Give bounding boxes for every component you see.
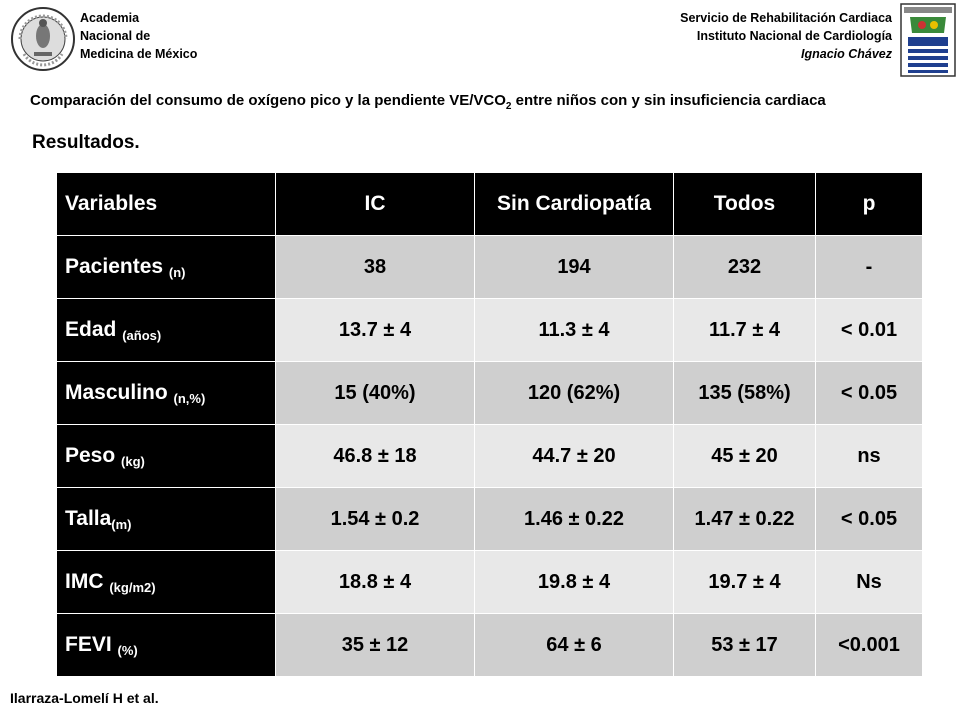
cell-p: < 0.05: [816, 488, 923, 551]
cell-p: < 0.01: [816, 299, 923, 362]
cell-ic: 35 ± 12: [276, 614, 475, 677]
variable-name: Edad: [65, 318, 117, 341]
author-citation: Ilarraza-Lomelí H et al.: [10, 690, 159, 706]
academia-line-1: Academia: [80, 11, 140, 25]
cell-sin-cardiopatia: 64 ± 6: [475, 614, 674, 677]
table-row: [57, 488, 923, 551]
academia-seal-logo: [10, 6, 76, 72]
instituto-cardiologia-logo: [900, 3, 956, 77]
variable-name: Talla: [65, 507, 112, 530]
table-row: [57, 236, 923, 299]
cell-sin-cardiopatia: 19.8 ± 4: [475, 551, 674, 614]
row-label: [57, 425, 276, 488]
variable-name: Peso: [65, 444, 116, 467]
variable-name: IMC: [65, 570, 104, 593]
variable-name: FEVI: [65, 633, 112, 656]
variable-unit: (n,%): [173, 391, 206, 406]
header-sin-cardiopatia: Sin Cardiopatía: [475, 173, 674, 236]
table-row: [57, 614, 923, 677]
row-label: [57, 614, 276, 677]
cell-p: Ns: [816, 551, 923, 614]
row-label: [57, 236, 276, 299]
header-variables: Variables: [57, 173, 276, 236]
variable-unit: (años): [122, 328, 162, 343]
cell-p: -: [816, 236, 923, 299]
section-title: Resultados.: [32, 132, 140, 153]
cell-sin-cardiopatia: 44.7 ± 20: [475, 425, 674, 488]
cell-ic: 18.8 ± 4: [276, 551, 475, 614]
header-todos: Todos: [674, 173, 816, 236]
cell-ic: 13.7 ± 4: [276, 299, 475, 362]
variable-unit: (%): [117, 643, 138, 658]
row-label: [57, 488, 276, 551]
cell-todos: 11.7 ± 4: [674, 299, 816, 362]
table-row: [57, 299, 923, 362]
row-label: [57, 362, 276, 425]
cell-todos: 19.7 ± 4: [674, 551, 816, 614]
instituto-header: [680, 9, 892, 63]
cell-sin-cardiopatia: 120 (62%): [475, 362, 674, 425]
variable-unit: (kg/m2): [109, 580, 156, 595]
cell-sin-cardiopatia: 1.46 ± 0.22: [475, 488, 674, 551]
subtitle-rest: entre niños con y sin insuficiencia cardiaca: [511, 92, 826, 109]
slide-subtitle: [30, 92, 950, 112]
academia-line-2: Nacional de: [80, 29, 151, 43]
cell-todos: 53 ± 17: [674, 614, 816, 677]
header-p: p: [816, 173, 923, 236]
cell-todos: 135 (58%): [674, 362, 816, 425]
cell-ic: 46.8 ± 18: [276, 425, 475, 488]
results-table: [56, 172, 923, 677]
variable-name: Pacientes: [65, 255, 164, 278]
cell-todos: 1.47 ± 0.22: [674, 488, 816, 551]
instituto-line-1: Servicio de Rehabilitación Cardiaca: [680, 11, 892, 25]
variable-unit: (kg): [121, 454, 145, 469]
cell-p: ns: [816, 425, 923, 488]
cell-p: <0.001: [816, 614, 923, 677]
academia-line-3: Medicina de México: [80, 47, 198, 61]
cell-ic: 38: [276, 236, 475, 299]
cell-ic: 15 (40%): [276, 362, 475, 425]
variable-name: Masculino: [65, 381, 168, 404]
table-row: [57, 362, 923, 425]
cell-p: < 0.05: [816, 362, 923, 425]
table-header-row: [57, 173, 923, 236]
cell-todos: 232: [674, 236, 816, 299]
instituto-line-3: Ignacio Chávez: [801, 47, 892, 61]
header-ic: IC: [276, 173, 475, 236]
cell-todos: 45 ± 20: [674, 425, 816, 488]
cell-sin-cardiopatia: 11.3 ± 4: [475, 299, 674, 362]
variable-unit: (n): [168, 265, 186, 280]
subtitle-subscript: 2: [505, 101, 512, 112]
subtitle-main: Comparación del consumo de oxígeno pico y la pendiente VE/VCO: [30, 92, 506, 109]
cell-ic: 1.54 ± 0.2: [276, 488, 475, 551]
instituto-line-2: Instituto Nacional de Cardiología: [696, 29, 892, 43]
academia-header: [80, 9, 197, 63]
table-row: [57, 551, 923, 614]
row-label: [57, 299, 276, 362]
row-label: [57, 551, 276, 614]
variable-unit: (m): [111, 517, 132, 532]
table-row: [57, 425, 923, 488]
cell-sin-cardiopatia: 194: [475, 236, 674, 299]
